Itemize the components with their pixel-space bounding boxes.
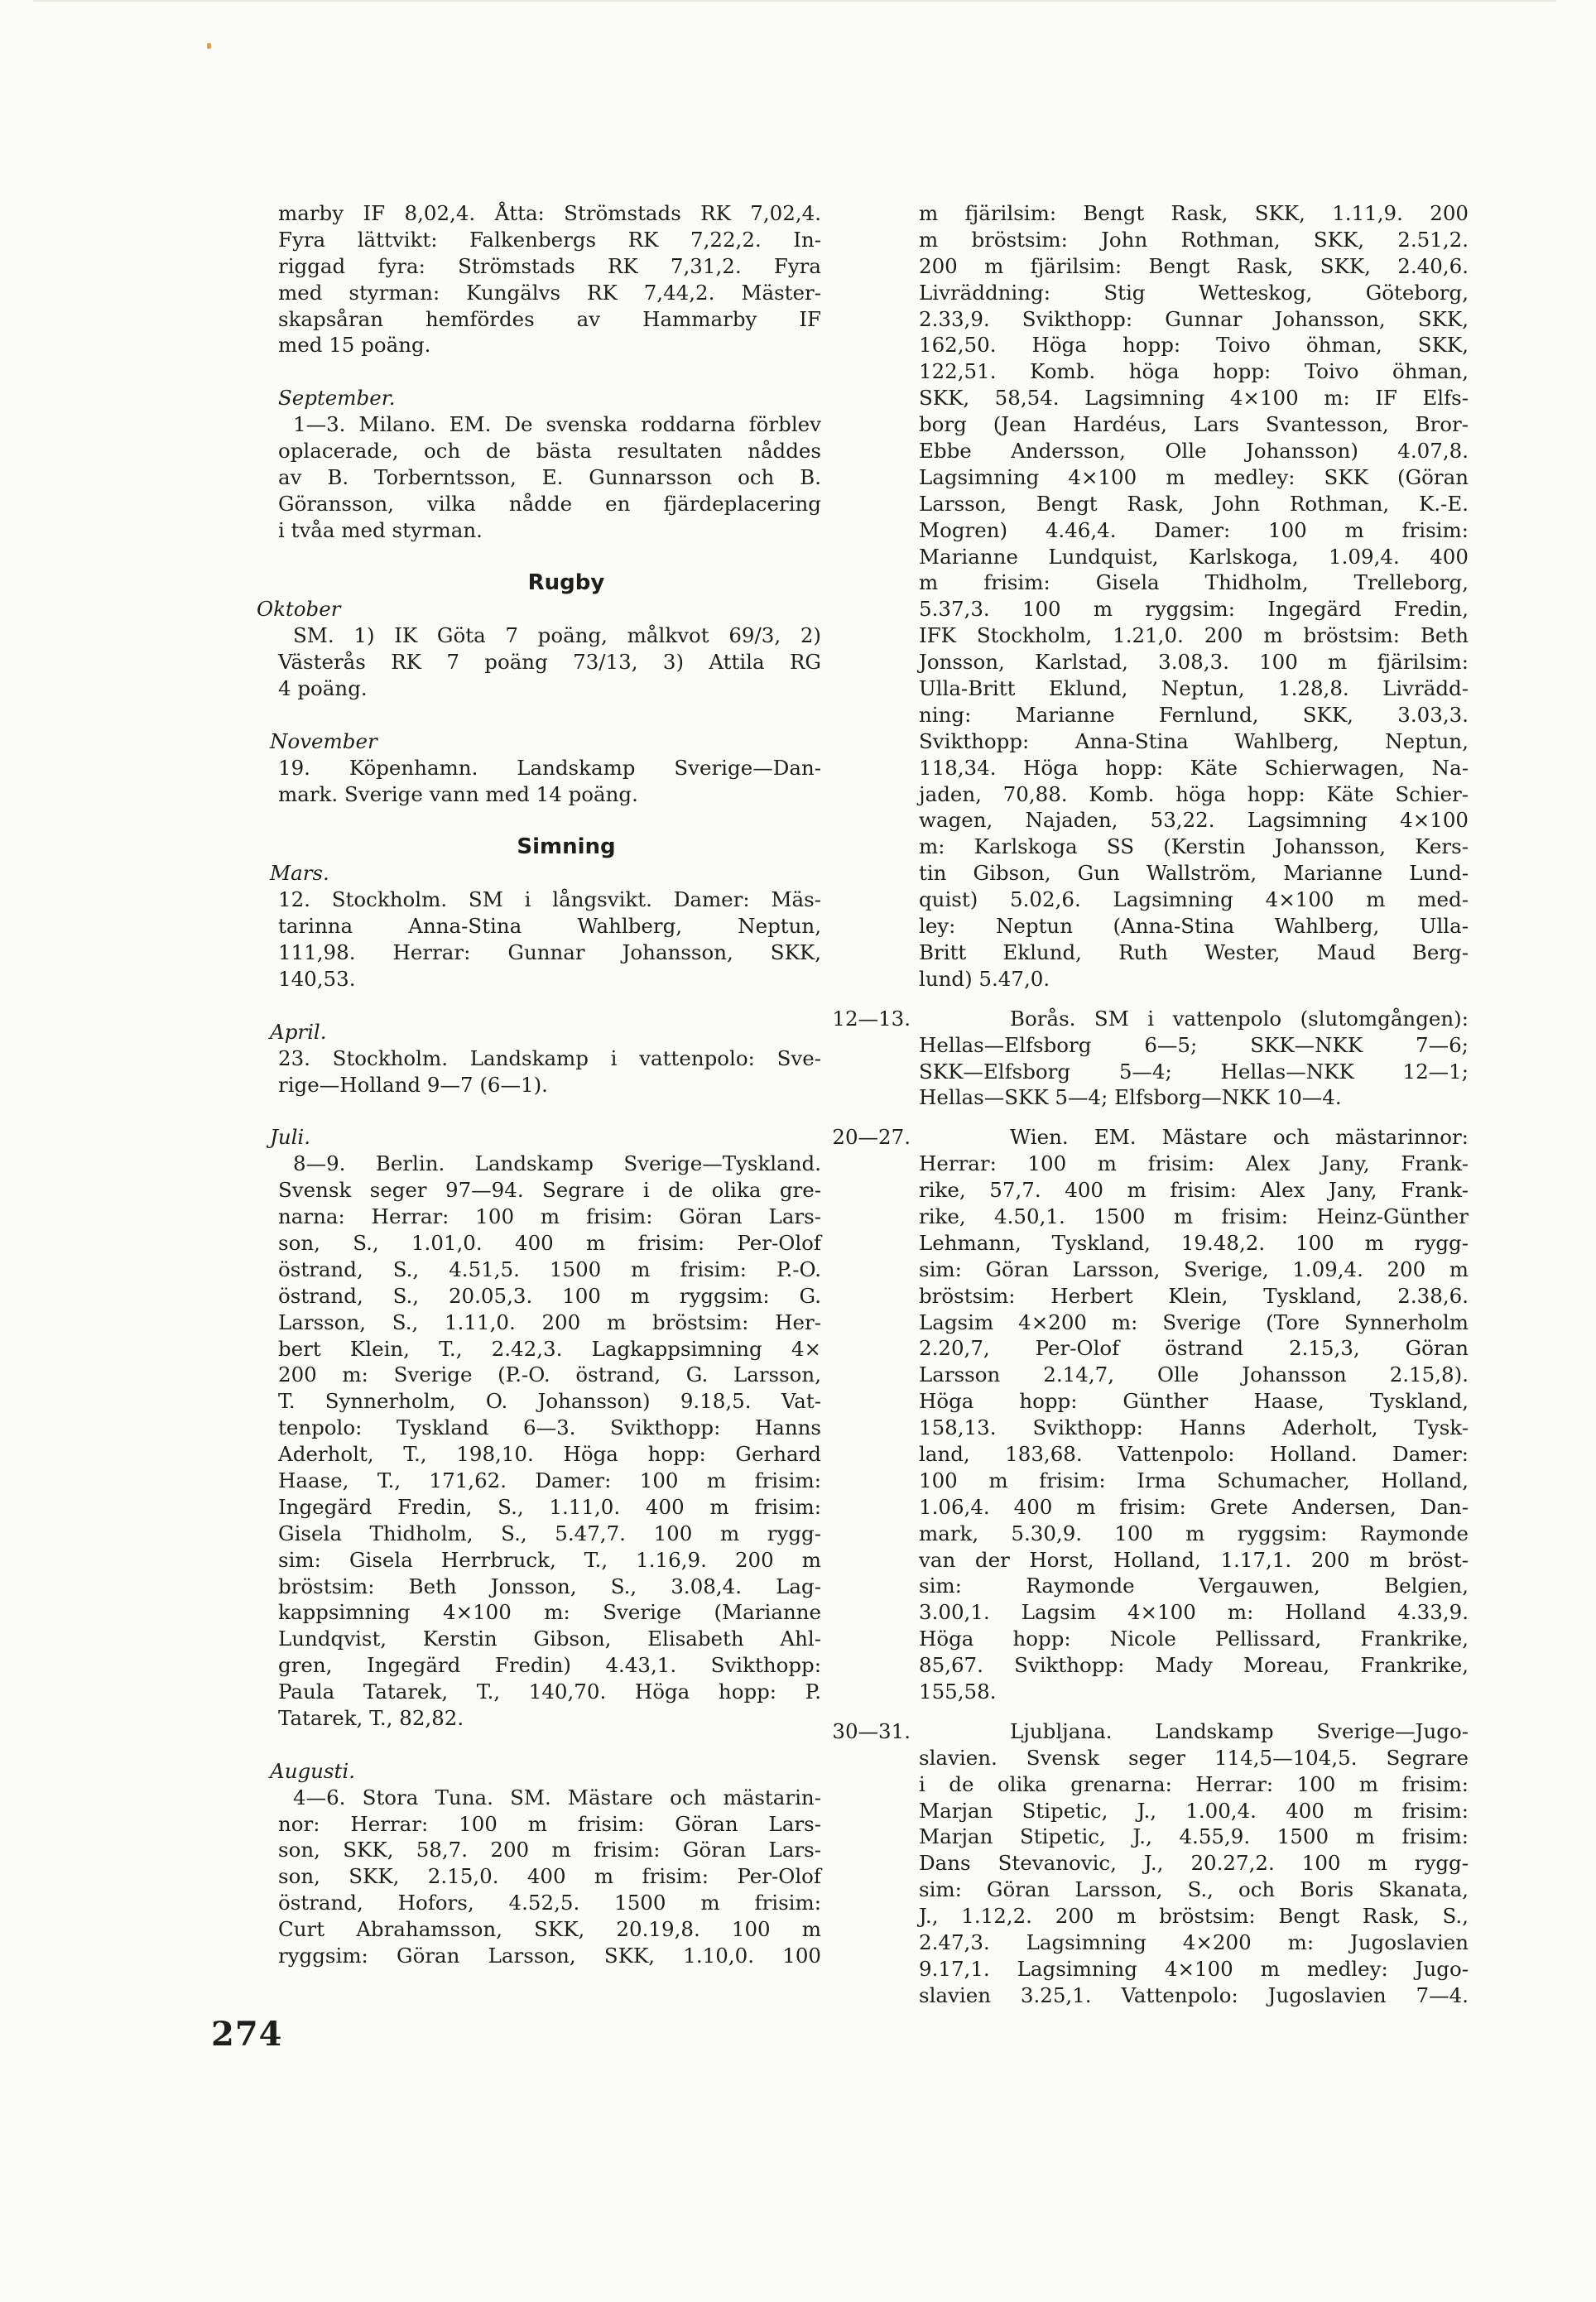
text-line: 9.17,1. Lagsimning 4×100 m medley: Jugo- bbox=[919, 1956, 1469, 1981]
text-line: Marjan Stipetic, J., 4.55,9. 1500 m frisim: bbox=[919, 1824, 1469, 1849]
text-line: sim: Göran Larsson, S., och Boris Skanata, bbox=[919, 1877, 1469, 1902]
text-line: 5.37,3. 100 m ryggsim: Ingegärd Fredin, bbox=[919, 597, 1469, 622]
text-line: Höga hopp: Nicole Pellissard, Frankrike, bbox=[919, 1627, 1469, 1651]
text-line: 1.06,4. 400 m frisim: Grete Andersen, Dan- bbox=[919, 1494, 1469, 1519]
text-line: 111,98. Herrar: Gunnar Johansson, SKK, bbox=[278, 940, 821, 965]
text-line: J., 1.12,2. 200 m bröstsim: Bengt Rask, S., bbox=[919, 1904, 1469, 1929]
text-line: Ljubljana. Landskamp Sverige—Jugo- bbox=[1010, 1718, 1469, 1743]
text-line: 19. Köpenhamn. Landskamp Sverige—Dan- bbox=[278, 755, 821, 780]
text-line: bröstsim: Herbert Klein, Tyskland, 2.38,6. bbox=[919, 1283, 1469, 1308]
text-line: Ingegärd Fredin, S., 1.11,0. 400 m frisim: bbox=[278, 1494, 821, 1519]
text-line: 2.20,7, Per-Olof östrand 2.15,3, Göran bbox=[919, 1336, 1469, 1361]
text-line: kappsimning 4×100 m: Sverige (Marianne bbox=[278, 1600, 821, 1625]
text-line: Hellas—Elfsborg 6—5; SKK—NKK 7—6; bbox=[919, 1032, 1469, 1057]
section-heading-rugby: Rugby bbox=[527, 570, 605, 596]
text-line: Tatarek, T., 82,82. bbox=[278, 1705, 464, 1730]
text-line: 200 m: Sverige (P.-O. östrand, G. Larsson, bbox=[278, 1362, 821, 1387]
text-line: 158,13. Svikthopp: Hanns Aderholt, Tysk- bbox=[919, 1415, 1469, 1440]
text-line: 140,53. bbox=[278, 967, 356, 992]
text-line: 162,50. Höga hopp: Toivo öhman, SKK, bbox=[919, 333, 1469, 358]
right-column bbox=[832, 200, 1469, 2009]
text-line: son, SKK, 2.15,0. 400 m frisim: Per-Olof bbox=[278, 1864, 821, 1889]
text-line: son, SKK, 58,7. 200 m frisim: Göran Lars- bbox=[278, 1838, 821, 1862]
continuation-paragraph bbox=[919, 200, 1469, 992]
text-line: m: Karlskoga SS (Kerstin Johansson, Kers- bbox=[919, 834, 1469, 859]
text-line: Lundqvist, Kerstin Gibson, Elisabeth Ahl- bbox=[278, 1627, 821, 1651]
text-line: lund) 5.47,0. bbox=[919, 966, 1050, 991]
text-line: m frisim: Gisela Thidholm, Trelleborg, bbox=[919, 570, 1469, 595]
text-line: 100 m frisim: Irma Schumacher, Holland, bbox=[919, 1468, 1469, 1492]
text-line: Svikthopp: Anna-Stina Wahlberg, Neptun, bbox=[919, 728, 1469, 753]
scan-mark bbox=[207, 43, 211, 49]
text-line: östrand, Hofors, 4.52,5. 1500 m frisim: bbox=[278, 1891, 821, 1915]
text-line: sim: Gisela Herrbruck, T., 1.16,9. 200 m bbox=[278, 1547, 821, 1572]
text-line: Göransson, vilka nådde en fjärdeplacering bbox=[278, 491, 821, 516]
text-line: quist) 5.02,6. Lagsimning 4×100 m med- bbox=[919, 887, 1469, 912]
text-line: Hellas—SKK 5—4; Elfsborg—NKK 10—4. bbox=[919, 1085, 1342, 1110]
text-line: jaden, 70,88. Komb. höga hopp: Käte Schier- bbox=[919, 781, 1469, 806]
text-line: slavien. Svensk seger 114,5—104,5. Segrare bbox=[919, 1745, 1469, 1770]
text-line: rike, 57,7. 400 m frisim: Alex Jany, Frank- bbox=[919, 1178, 1469, 1203]
text-line: m fjärilsim: Bengt Rask, SKK, 1.11,9. 200 bbox=[919, 201, 1469, 225]
text-line: SKK, 58,54. Lagsimning 4×100 m: IF Elfs- bbox=[919, 386, 1469, 411]
text-line: tenpolo: Tyskland 6—3. Svikthopp: Hanns bbox=[278, 1415, 821, 1440]
text-line: wagen, Najaden, 53,22. Lagsimning 4×100 bbox=[919, 808, 1469, 833]
text-line: mark, 5.30,9. 100 m ryggsim: Raymonde bbox=[919, 1521, 1469, 1545]
text-line: m bröstsim: John Rothman, SKK, 2.51,2. bbox=[919, 227, 1469, 252]
simning-section bbox=[270, 834, 821, 1968]
entry-30-31 bbox=[832, 1718, 1469, 1745]
text-line: 2.47,3. Lagsimning 4×200 m: Jugoslavien bbox=[919, 1930, 1469, 1954]
text-line: Marianne Lundquist, Karlskoga, 1.09,4. 400 bbox=[919, 544, 1469, 569]
text-line: land, 183,68. Vattenpolo: Holland. Damer: bbox=[919, 1441, 1469, 1466]
text-line: 23. Stockholm. Landskamp i vattenpolo: Sve- bbox=[278, 1045, 821, 1070]
text-line: oplacerade, och de bästa resultaten nåddes bbox=[278, 439, 821, 464]
month-heading: November bbox=[270, 728, 377, 753]
text-line: Britt Eklund, Ruth Wester, Maud Berg- bbox=[919, 940, 1469, 964]
month-heading: Juli. bbox=[270, 1125, 311, 1150]
text-line: 1—3. Milano. EM. De svenska roddarna förblev bbox=[293, 412, 821, 437]
text-line: SKK—Elfsborg 5—4; Hellas—NKK 12—1; bbox=[919, 1059, 1469, 1084]
text-line: med styrman: Kungälvs RK 7,44,2. Mäster- bbox=[278, 280, 821, 305]
text-line: son, S., 1.01,0. 400 m frisim: Per-Olof bbox=[278, 1230, 821, 1255]
text-line: 118,34. Höga hopp: Käte Schierwagen, Na- bbox=[919, 755, 1469, 780]
text-line: Lagsimning 4×100 m medley: SKK (Göran bbox=[919, 464, 1469, 489]
text-line: Wien. EM. Mästare och mästarinnor: bbox=[1010, 1125, 1469, 1150]
text-line: bert Klein, T., 2.42,3. Lagkappsimning 4× bbox=[278, 1336, 821, 1361]
text-line: i tvåa med styrman. bbox=[278, 517, 483, 542]
text-line: Lehmann, Tyskland, 19.48,2. 100 m rygg- bbox=[919, 1230, 1469, 1255]
text-line: bröstsim: Beth Jonsson, S., 3.08,4. Lag- bbox=[278, 1574, 821, 1598]
text-line: Dans Stevanovic, J., 20.27,2. 100 m rygg- bbox=[919, 1851, 1469, 1876]
text-line: Aderholt, T., 198,10. Höga hopp: Gerhard bbox=[278, 1442, 821, 1467]
text-line: Mogren) 4.46,4. Damer: 100 m frisim: bbox=[919, 517, 1469, 542]
date-label: 20—27. bbox=[832, 1125, 911, 1150]
text-line: tin Gibson, Gun Wallström, Marianne Lund- bbox=[919, 861, 1469, 886]
text-line: Höga hopp: Günther Haase, Tyskland, bbox=[919, 1389, 1469, 1414]
text-line: i de olika grenarna: Herrar: 100 m frisim: bbox=[919, 1771, 1469, 1796]
text-line: Larsson, S., 1.11,0. 200 m bröstsim: Her- bbox=[278, 1310, 821, 1334]
text-line: tarinna Anna-Stina Wahlberg, Neptun, bbox=[278, 914, 821, 939]
text-line: riggad fyra: Strömstads RK 7,31,2. Fyra bbox=[278, 253, 821, 278]
intro-paragraph bbox=[278, 200, 821, 358]
text-line: Svensk seger 97—94. Segrare i de olika gre- bbox=[278, 1178, 821, 1203]
text-line: 4—6. Stora Tuna. SM. Mästare och mästarin- bbox=[293, 1785, 821, 1809]
text-line: rige—Holland 9—7 (6—1). bbox=[278, 1072, 548, 1097]
text-line: Ebbe Andersson, Olle Johansson) 4.07,8. bbox=[919, 439, 1469, 464]
text-line: nor: Herrar: 100 m frisim: Göran Lars- bbox=[278, 1811, 821, 1836]
text-line: van der Horst, Holland, 1.17,1. 200 m bröst- bbox=[919, 1547, 1469, 1572]
left-column bbox=[257, 200, 821, 1969]
text-line: Paula Tatarek, T., 140,70. Höga hopp: P. bbox=[278, 1680, 821, 1704]
text-line: skapsåran hemfördes av Hammarby IF bbox=[278, 306, 821, 331]
text-line: 200 m fjärilsim: Bengt Rask, SKK, 2.40,6. bbox=[919, 253, 1469, 278]
text-line: SM. 1) IK Göta 7 poäng, målkvot 69/3, 2) bbox=[293, 623, 821, 648]
text-line: IFK Stockholm, 1.21,0. 200 m bröstsim: Beth bbox=[919, 623, 1469, 648]
text-line: Curt Abrahamsson, SKK, 20.19,8. 100 m bbox=[278, 1917, 821, 1942]
text-line: Gisela Thidholm, S., 5.47,7. 100 m rygg- bbox=[278, 1521, 821, 1545]
text-line: av B. Torberntsson, E. Gunnarsson och B. bbox=[278, 464, 821, 489]
text-line: Marjan Stipetic, J., 1.00,4. 400 m frisim: bbox=[919, 1798, 1469, 1823]
section-heading-simning: Simning bbox=[517, 834, 616, 860]
scan-edge bbox=[33, 0, 1556, 2]
entry-12-13 bbox=[832, 1006, 1469, 1032]
text-line: Livräddning: Stig Wetteskog, Göteborg, bbox=[919, 280, 1469, 305]
date-label: 30—31. bbox=[832, 1718, 911, 1743]
month-heading: Mars. bbox=[270, 861, 329, 886]
text-line: ley: Neptun (Anna-Stina Wahlberg, Ulla- bbox=[919, 914, 1469, 939]
rugby-section bbox=[257, 569, 821, 807]
text-line: Ulla-Britt Eklund, Neptun, 1.28,8. Livrädd- bbox=[919, 676, 1469, 701]
page-number: 274 bbox=[211, 2015, 283, 2054]
text-line: marby IF 8,02,4. Åtta: Strömstads RK 7,02,4. bbox=[278, 201, 821, 225]
text-line: Herrar: 100 m frisim: Alex Jany, Frank- bbox=[919, 1151, 1469, 1176]
text-line: östrand, S., 4.51,5. 1500 m frisim: P.-O. bbox=[278, 1257, 821, 1281]
text-line: Haase, T., 171,62. Damer: 100 m frisim: bbox=[278, 1468, 821, 1492]
text-line: borg (Jean Hardéus, Lars Svantesson, Bror- bbox=[919, 412, 1469, 437]
text-line: 12. Stockholm. SM i långsvikt. Damer: Mäs- bbox=[278, 887, 821, 912]
month-heading: Oktober bbox=[257, 597, 341, 622]
text-line: Larsson, Bengt Rask, John Rothman, K.-E. bbox=[919, 491, 1469, 516]
text-line: 2.33,9. Svikthopp: Gunnar Johansson, SKK, bbox=[919, 306, 1469, 331]
text-line: ryggsim: Göran Larsson, SKK, 1.10,0. 100 bbox=[278, 1944, 821, 1968]
month-heading: April. bbox=[270, 1019, 327, 1044]
text-line: ning: Marianne Fernlund, SKK, 3.03,3. bbox=[919, 702, 1469, 727]
text-line: Borås. SM i vattenpolo (slutomgången): bbox=[1010, 1006, 1469, 1031]
month-heading: Augusti. bbox=[270, 1758, 355, 1783]
september-section bbox=[278, 385, 821, 543]
text-line: 85,67. Svikthopp: Mady Moreau, Frankrike, bbox=[919, 1653, 1469, 1678]
text-line: 122,51. Komb. höga hopp: Toivo öhman, bbox=[919, 359, 1469, 384]
text-line: 155,58. bbox=[919, 1679, 997, 1704]
text-line: rike, 4.50,1. 1500 m frisim: Heinz-Günther bbox=[919, 1204, 1469, 1228]
text-line: Jonsson, Karlstad, 3.08,3. 100 m fjärilsim: bbox=[919, 650, 1469, 675]
text-line: sim: Göran Larsson, Sverige, 1.09,4. 200 m bbox=[919, 1257, 1469, 1281]
text-line: med 15 poäng. bbox=[278, 333, 431, 358]
text-line: sim: Raymonde Vergauwen, Belgien, bbox=[919, 1574, 1469, 1598]
text-line: östrand, S., 20.05,3. 100 m ryggsim: G. bbox=[278, 1283, 821, 1308]
text-line: T. Synnerholm, O. Johansson) 9.18,5. Vat- bbox=[278, 1389, 821, 1414]
text-line: narna: Herrar: 100 m frisim: Göran Lars- bbox=[278, 1204, 821, 1229]
text-line: Lagsim 4×200 m: Sverige (Tore Synnerholm bbox=[919, 1310, 1469, 1334]
text-line: gren, Ingegärd Fredin) 4.43,1. Svikthopp: bbox=[278, 1653, 821, 1678]
date-label: 12—13. bbox=[832, 1006, 911, 1031]
text-line: 8—9. Berlin. Landskamp Sverige—Tyskland. bbox=[293, 1151, 821, 1176]
text-line: Västerås RK 7 poäng 73/13, 3) Attila RG bbox=[278, 650, 821, 675]
entry-20-27 bbox=[832, 1124, 1469, 1151]
text-line: Larsson 2.14,7, Olle Johansson 2.15,8). bbox=[919, 1362, 1469, 1387]
text-line: slavien 3.25,1. Vattenpolo: Jugoslavien 7—4. bbox=[919, 1982, 1469, 2007]
month-heading: September. bbox=[278, 386, 396, 411]
text-line: Fyra lättvikt: Falkenbergs RK 7,22,2. In- bbox=[278, 227, 821, 252]
text-line: mark. Sverige vann med 14 poäng. bbox=[278, 781, 638, 806]
text-line: 3.00,1. Lagsim 4×100 m: Holland 4.33,9. bbox=[919, 1600, 1469, 1625]
text-line: 4 poäng. bbox=[278, 676, 368, 701]
